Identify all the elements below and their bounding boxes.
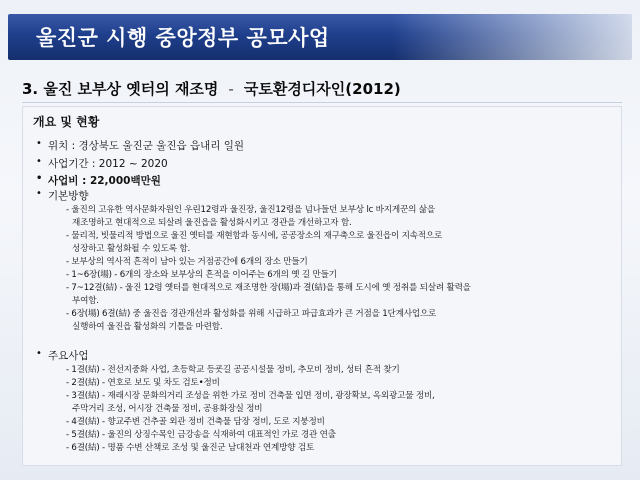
direction-line: 재조명하고 현대적으로 되살려 울진읍을 활성화시키고 경관을 개선하고자 함. bbox=[72, 218, 352, 228]
project-item: - 1결(結) - 전선지중화 사업, 초등학교 등굣길 공공시설물 정비, 추모비 정비, 성터 흔적 찾기 bbox=[66, 365, 400, 375]
project-item: - 5결(結) - 울진의 상징수목인 금강송을 식재하여 대표적인 가로 경관 연출 bbox=[66, 430, 336, 440]
direction-line: 성장하고 활성화될 수 있도록 함. bbox=[72, 244, 190, 254]
direction-line: - 울진의 고유한 역사문화자원인 우린12령과 울진장, 울진12령을 넘나들던 보부상 lc 바지게꾼의 삶을 bbox=[66, 205, 435, 215]
title-bar bbox=[8, 14, 632, 60]
direction-line: - 보부상의 역사적 흔적이 남아 있는 거점공간에 6개의 장소 만들기 bbox=[66, 257, 308, 267]
section-heading bbox=[22, 78, 401, 99]
bullet-location: • 위치 : 경상북도 울진군 울진읍 읍내리 일원 bbox=[48, 138, 244, 153]
bullet-cost: • 사업비 : 22,000백만원 bbox=[48, 173, 161, 188]
direction-line: - 물리적, 빗물리적 방법으로 울진 옛터를 재현함과 동시에, 공공장소의 재구축으로 울진읍이 지속적으로 bbox=[66, 231, 443, 241]
section-heading-dash: - bbox=[228, 80, 234, 98]
direction-line: - 1~6장(場) - 6개의 장소와 보부상의 흔적을 이어주는 6개의 옛 길 만들기 bbox=[66, 270, 337, 280]
section-heading-main: 3. 울진 보부상 옛터의 재조명 bbox=[22, 80, 219, 98]
overview-title: 개요 및 현황 bbox=[33, 115, 100, 129]
heading-divider bbox=[22, 102, 622, 103]
project-item: - 6결(結) - 명품 수변 산책로 조성 및 울진군 남대천과 연계방향 검토 bbox=[66, 443, 315, 453]
project-item: 주막거리 조성, 어시장 건축물 정비, 공용화장실 정비 bbox=[72, 404, 263, 414]
direction-line: 실행하여 울진읍 활성화의 기틀을 마련함. bbox=[72, 322, 223, 332]
direction-line: - 6장(場) 6결(結) 중 울진읍 경관개선과 활성화를 위해 시급하고 파급효과가 큰 거점을 1단계사업으로 bbox=[66, 309, 437, 319]
project-item: - 3결(結) - 재래시장 문화의거리 조성을 위한 가로 정비 건축물 입면 정비, 광장확보, 옥외광고물 정비, bbox=[66, 391, 435, 401]
direction-line: 부여함. bbox=[72, 296, 99, 306]
project-item: - 4결(結) - 향교주변 건추골 외관 정비 건축물 담장 정비, 도로 지붕정비 bbox=[66, 417, 325, 427]
section-heading-sub: 국토환경디자인(2012) bbox=[243, 80, 401, 98]
bullet-projects: • 주요사업 bbox=[48, 348, 89, 363]
bullet-direction: • 기본방향 bbox=[48, 188, 89, 203]
bullet-period: • 사업기간 : 2012 ~ 2020 bbox=[48, 156, 168, 171]
direction-line: - 7~12결(結) - 울진 12령 옛터를 현대적으로 재조명한 장(場)과 결(結)을 통해 도시에 옛 정취를 되살려 활력을 bbox=[66, 283, 471, 293]
slide-title: 울진군 시행 중앙정부 공모사업 bbox=[36, 26, 330, 50]
project-item: - 2결(結) - 연호로 보도 및 차도 검토•정비 bbox=[66, 378, 220, 388]
title-bar-fade bbox=[392, 14, 632, 60]
